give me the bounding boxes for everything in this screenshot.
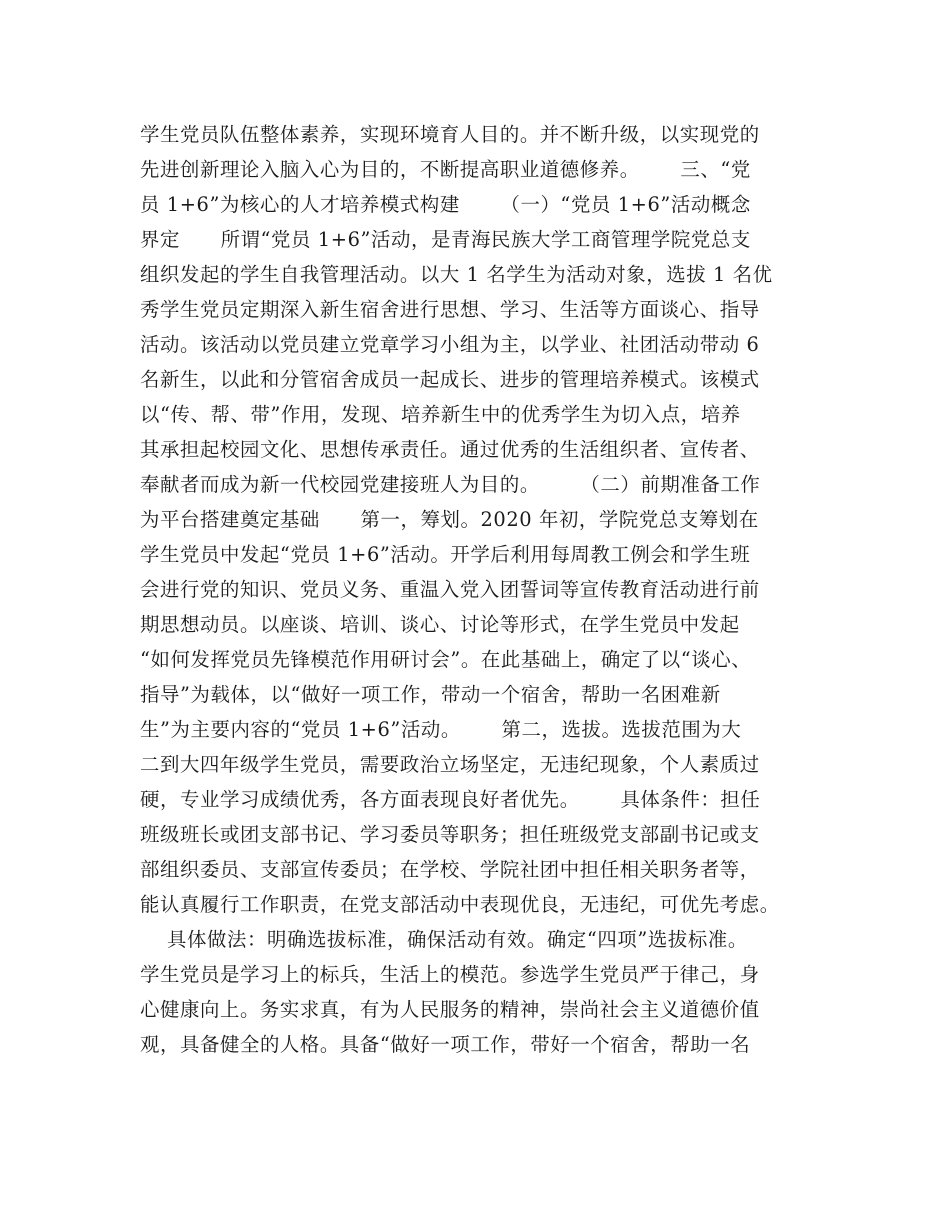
text-line: 奉献者而成为新一代校园党建接班人为目的。 （二）前期准备工作 <box>140 473 761 496</box>
text-line: 班级班长或团支部书记、学习委员等职务；担任班级党支部副书记或支 <box>140 823 760 846</box>
text-line: 具体做法：明确选拔标准，确保活动有效。确定“四项”选拔标准。 <box>140 928 748 951</box>
text-line: 心健康向上。务实求真，有为人民服务的精神，崇尚社会主义道德价值 <box>140 998 760 1021</box>
text-line: 指导”为载体，以“做好一项工作，带动一个宿舍，帮助一名困难新 <box>140 683 721 706</box>
text-line: 员 1+6”为核心的人才培养模式构建 （一）“党员 1+6”活动概念 <box>140 193 751 216</box>
text-line: 观，具备健全的人格。具备“做好一项工作，带好一个宿舍，帮助一名 <box>140 1033 751 1056</box>
text-line: 期思想动员。以座谈、培训、谈心、讨论等形式，在学生党员中发起 <box>140 613 740 636</box>
text-line: 活动。该活动以党员建立党章学习小组为主，以学业、社团活动带动 6 <box>140 333 760 356</box>
text-line: 界定 所谓“党员 1+6”活动，是青海民族大学工商管理学院党总支 <box>140 228 751 251</box>
text-line: 硬，专业学习成绩优秀，各方面表现良好者优先。 具体条件：担任 <box>140 788 761 811</box>
text-line: 以“传、帮、带”作用，发现、培养新生中的优秀学生为切入点，培养 <box>140 403 741 426</box>
text-line: 二到大四年级学生党员，需要政治立场坚定，无违纪现象，个人素质过 <box>140 753 760 776</box>
text-line: “如何发挥党员先锋模范作用研讨会”。在此基础上，确定了以“谈心、 <box>140 648 752 671</box>
body-text <box>140 117 840 1062</box>
text-line: 名新生，以此和分管宿舍成员一起成长、进步的管理培养模式。该模式 <box>140 368 760 391</box>
text-line: 学生党员队伍整体素养，实现环境育人目的。并不断升级，以实现党的 <box>140 123 760 146</box>
text-line: 会进行党的知识、党员义务、重温入党入团誓词等宣传教育活动进行前 <box>140 578 760 601</box>
text-line: 先进创新理论入脑入心为目的，不断提高职业道德修养。 三、“党 <box>140 158 751 181</box>
text-line: 其承担起校园文化、思想传承责任。通过优秀的生活组织者、宣传者、 <box>140 438 760 461</box>
text-line: 组织发起的学生自我管理活动。以大 1 名学生为活动对象，选拔 1 名优 <box>140 263 773 286</box>
text-line: 为平台搭建奠定基础 第一，筹划。2020 年初，学院党总支筹划在 <box>140 508 759 531</box>
text-line: 学生党员是学习上的标兵，生活上的模范。参选学生党员严于律己，身 <box>140 963 760 986</box>
text-line: 部组织委员、支部宣传委员；在学校、学院社团中担任相关职务者等， <box>140 858 760 881</box>
text-line: 学生党员中发起“党员 1+6”活动。开学后利用每周教工例会和学生班 <box>140 543 751 566</box>
text-line: 生”为主要内容的“党员 1+6”活动。 第二，选拔。选拔范围为大 <box>140 718 742 741</box>
text-line: 能认真履行工作职责，在党支部活动中表现优良，无违纪，可优先考虑。 <box>140 893 780 916</box>
text-line: 秀学生党员定期深入新生宿舍进行思想、学习、生活等方面谈心、指导 <box>140 298 760 321</box>
